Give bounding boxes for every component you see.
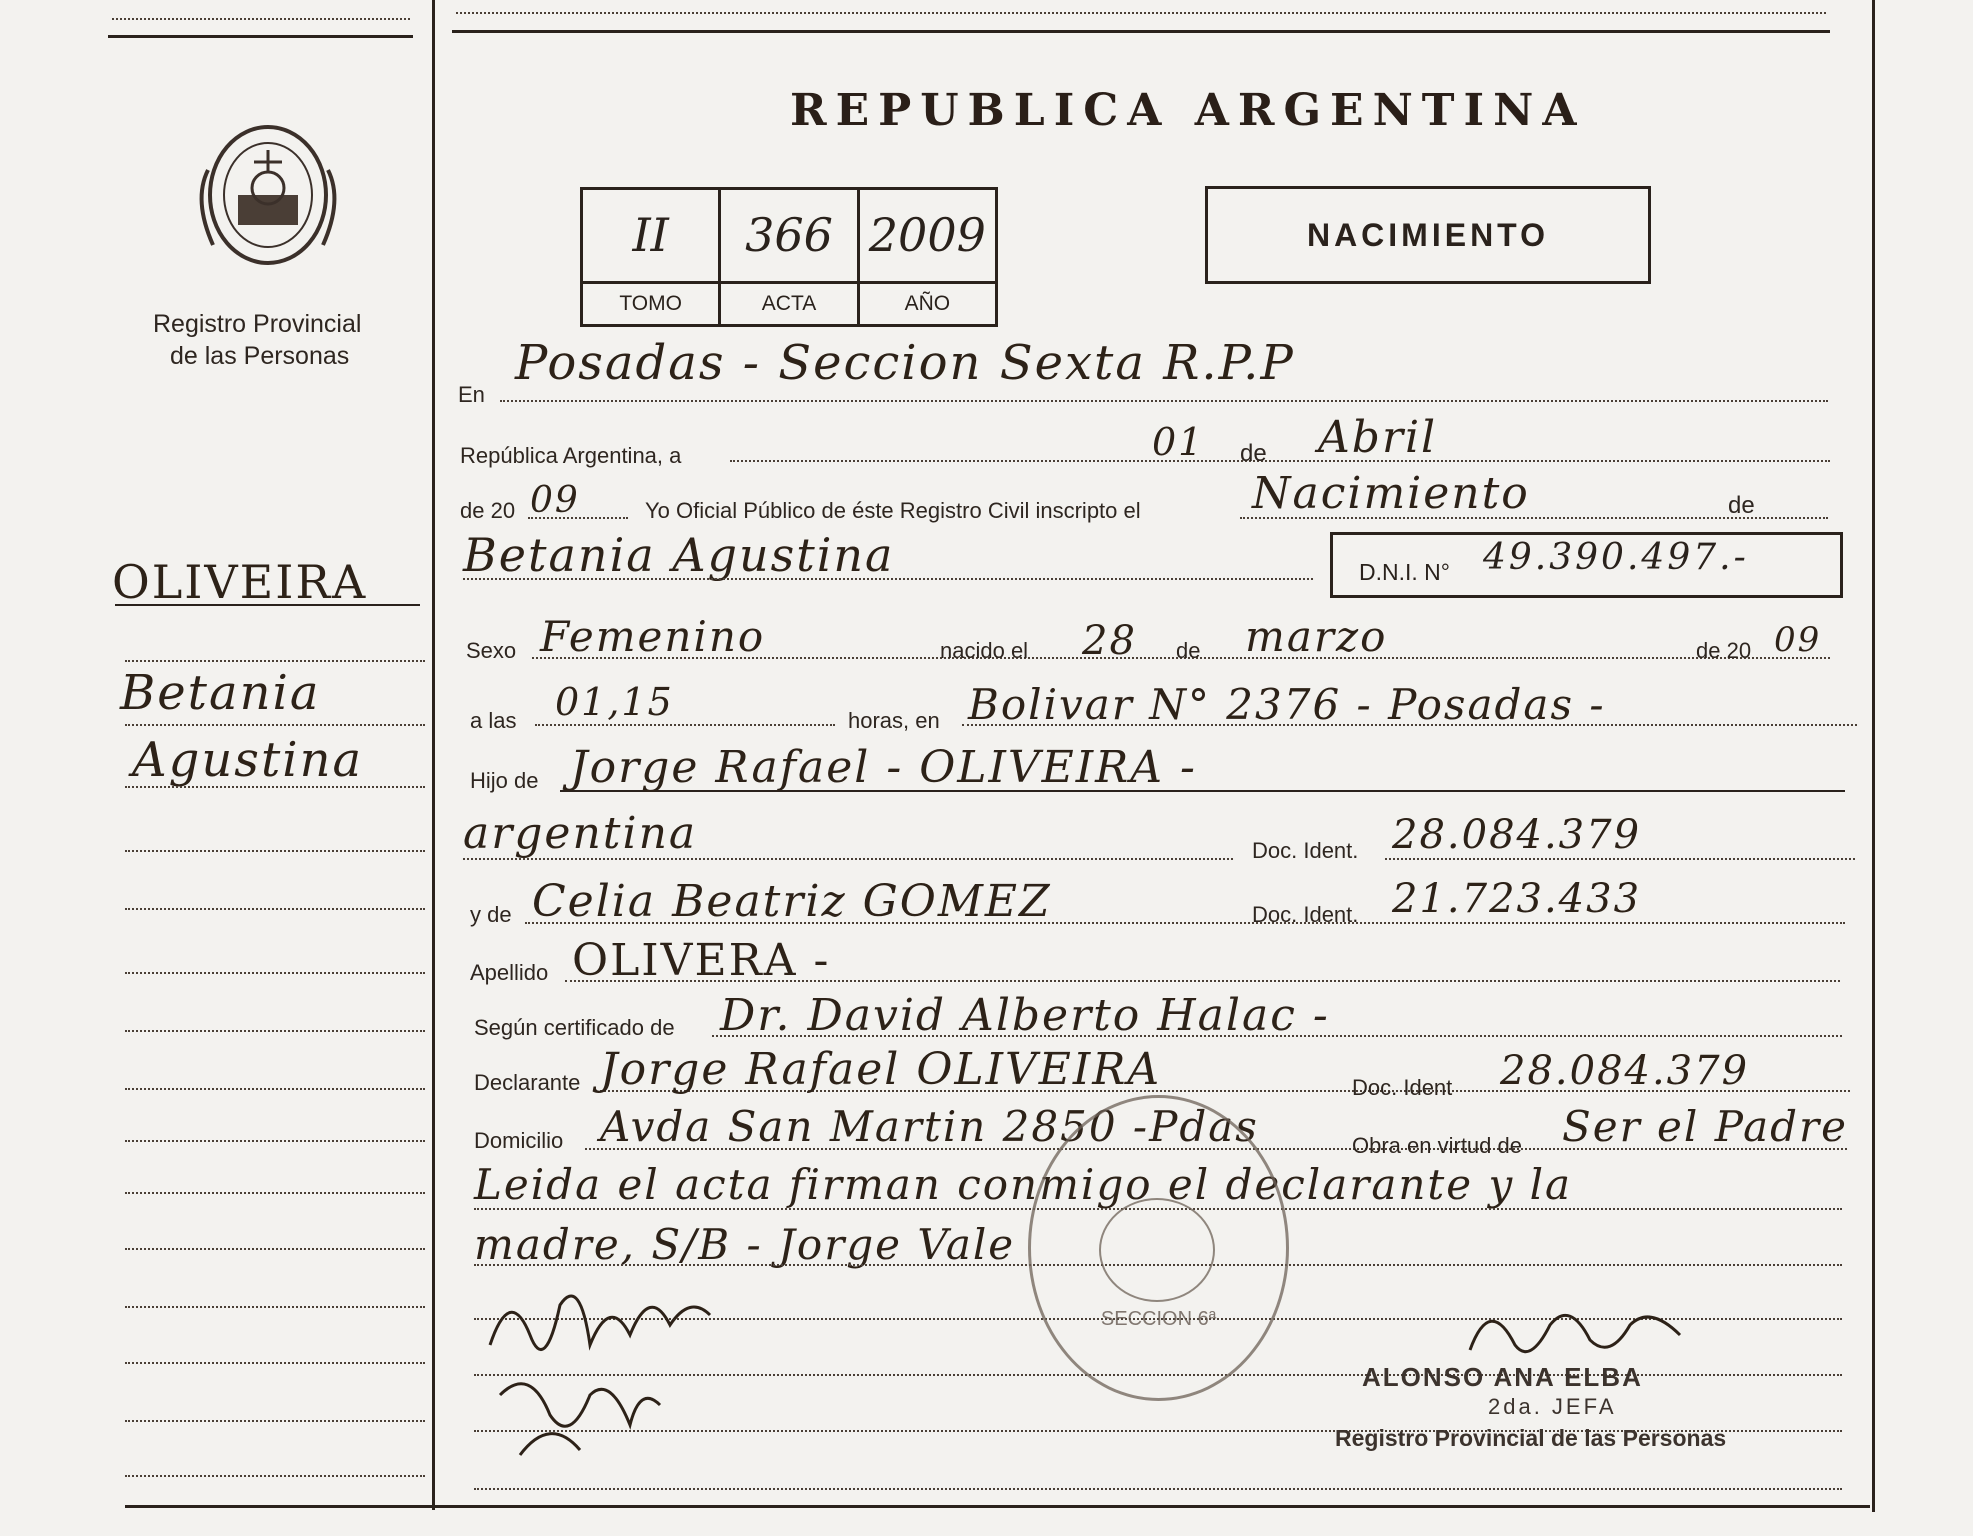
apellido-label: Apellido [470, 960, 549, 985]
anio-label: AÑO [860, 281, 995, 324]
acta-cell [721, 190, 859, 324]
blank-line-4 [474, 1488, 1842, 1490]
registry-name-line2: de las Personas [170, 342, 350, 370]
dni-box [1330, 532, 1843, 598]
margin-line-7 [125, 1030, 425, 1032]
margin-line-2 [125, 724, 425, 726]
tomo-label: TOMO [583, 281, 718, 324]
republica-line [730, 460, 1830, 462]
margin-line-10 [125, 1192, 425, 1194]
father-nationality: argentina [463, 808, 698, 859]
month-value: Abril [1318, 412, 1438, 463]
margin-line-9 [125, 1140, 425, 1142]
officer-signature [1460, 1290, 1700, 1370]
obra-label: Obra en virtud de [1352, 1133, 1522, 1158]
domicilio-value: Avda San Martin 2850 -Pdas [600, 1102, 1259, 1151]
margin-line-14 [125, 1420, 425, 1422]
hour-line [535, 724, 835, 726]
tomo-cell [583, 190, 721, 324]
nationality-line [463, 858, 1233, 860]
anio-value: 2009 [868, 208, 986, 262]
margin-line-4 [125, 850, 425, 852]
tomo-value: II [632, 208, 669, 262]
margin-surname-rule [115, 604, 420, 606]
mother-doc: 21.723.433 [1392, 876, 1642, 922]
mother-value: Celia Beatriz GOMEZ [532, 876, 1052, 927]
birth-year-suffix: 09 [1774, 620, 1822, 660]
hijo-label: Hijo de [470, 768, 539, 793]
officer-org: Registro Provincial de las Personas [1335, 1425, 1727, 1451]
margin-line-15 [125, 1475, 425, 1477]
de-label-3: de [1176, 638, 1201, 663]
seal-text: SECCION 6ª [1100, 1308, 1217, 1330]
en-value: Posadas - Seccion Sexta R.P.P [515, 335, 1295, 391]
sexo-label: Sexo [466, 638, 517, 663]
margin-line-3 [125, 786, 425, 788]
certificate-value: Dr. David Alberto Halac - [720, 990, 1330, 1041]
alas-label: a las [470, 708, 517, 733]
record-number-box [580, 187, 998, 327]
margin-line-11 [125, 1248, 425, 1250]
doc-ident-label-2: Doc. Ident. [1252, 902, 1359, 927]
margin-line-8 [125, 1088, 425, 1090]
dni-label: D.N.I. N° [1359, 559, 1450, 585]
margin-given-1: Betania [120, 665, 321, 721]
segun-label: Según certificado de [474, 1015, 675, 1040]
en-line [500, 400, 1828, 402]
declarante-label: Declarante [474, 1070, 581, 1095]
year-suffix: 09 [530, 480, 580, 521]
republica-label: República Argentina, a [460, 443, 682, 468]
yde-label: y de [470, 902, 512, 927]
acta-value: 366 [745, 208, 833, 262]
officer-title: 2da. JEFA [1488, 1394, 1617, 1419]
margin-surname: OLIVEIRA [112, 555, 368, 609]
domicilio-label: Domicilio [474, 1128, 564, 1153]
top-dots-main [456, 12, 1826, 14]
seal-emblem-icon [1099, 1198, 1215, 1302]
obra-value: Ser el Padre [1562, 1102, 1848, 1151]
misiones-emblem [188, 110, 348, 280]
en-label: En [458, 382, 485, 407]
margin-line-5 [125, 908, 425, 910]
inscripto-value: Nacimiento [1252, 468, 1530, 519]
margin-line-1 [125, 660, 425, 662]
dni-value: 49.390.497.- [1483, 537, 1749, 578]
document-title: REPUBLICA ARGENTINA [790, 85, 1586, 136]
record-type-box: NACIMIENTO [1205, 186, 1651, 284]
name-line [463, 578, 1313, 580]
nacido-label: nacido el [940, 638, 1029, 663]
note-line-1: Leida el acta firman conmigo el declarante y la [474, 1160, 1573, 1209]
note-line-2: madre, S/B - Jorge Vale [474, 1220, 1016, 1269]
de20-label: de 20 [460, 498, 516, 523]
officer-name: ALONSO ANA ELBA [1362, 1362, 1643, 1392]
margin-line-13 [125, 1362, 425, 1364]
margin-divider [432, 0, 435, 1510]
acta-label: ACTA [721, 281, 856, 324]
birth-day: 28 [1082, 618, 1137, 664]
father-doc: 28.084.379 [1392, 812, 1642, 858]
top-rule-left [108, 35, 413, 38]
doc-ident-label: Doc. Ident. [1252, 838, 1359, 863]
hour-value: 01,15 [555, 680, 674, 724]
apellido-value: OLIVERA - [572, 935, 831, 986]
birth-month: marzo [1245, 612, 1388, 661]
de-label-2: de [1728, 492, 1755, 519]
registry-name-line1: Registro Provincial [153, 310, 362, 338]
name-value: Betania Agustina [463, 528, 895, 582]
top-dots-left [112, 18, 410, 20]
margin-line-6 [125, 972, 425, 974]
sexo-value: Femenino [540, 612, 766, 661]
father-value: Jorge Rafael - OLIVEIRA - [570, 742, 1197, 793]
top-rule-main [452, 30, 1830, 33]
margin-given-2: Agustina [132, 732, 364, 788]
day-value: 01 [1152, 420, 1205, 464]
year-line [528, 517, 628, 519]
horas-label: horas, en [848, 708, 940, 733]
declarant-signature [470, 1265, 740, 1465]
official-seal [1028, 1095, 1289, 1401]
anio-cell [860, 190, 995, 324]
place-value: Bolivar N° 2376 - Posadas - [968, 680, 1606, 729]
declarante-doc: 28.084.379 [1500, 1048, 1750, 1094]
de-label: de [1240, 440, 1267, 467]
right-border [1872, 0, 1875, 1512]
de20-label-2: de 20 [1696, 638, 1752, 663]
bottom-rule [125, 1505, 1870, 1508]
father-doc-line [1385, 858, 1855, 860]
declarante-value: Jorge Rafael OLIVEIRA [600, 1044, 1162, 1095]
doc-ident-label-3: Doc. Ident [1352, 1075, 1453, 1100]
oficial-label: Yo Oficial Público de éste Registro Civil inscripto el [645, 498, 1141, 523]
margin-line-12 [125, 1306, 425, 1308]
